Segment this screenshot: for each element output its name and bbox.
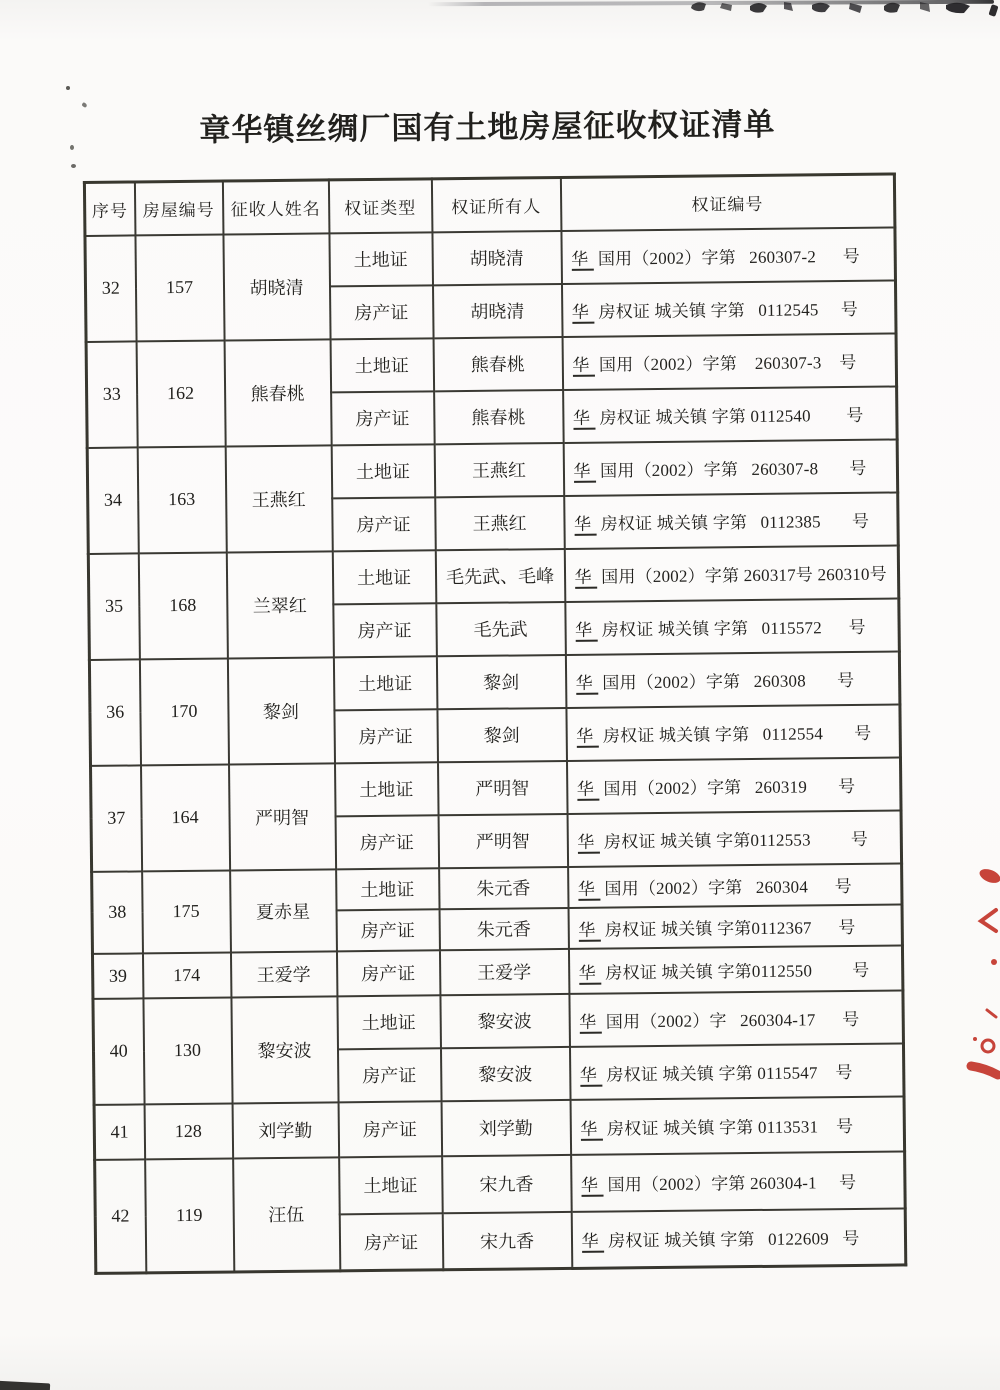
cert-no-text: 房权证 城关镇 字第0112367 号 [600,917,856,940]
cert-no-text: 国用（2002）字第 260307-2 号 [593,246,860,269]
house-no-cell: 119 [145,1158,234,1273]
owner-cell: 王爱学 [439,948,568,994]
cert-no-cell [566,757,901,813]
cert-type-cell: 房产证 [334,709,438,763]
table-row [87,439,898,500]
header-cert-no: 权证编号 [560,174,895,230]
cert-type-cell: 土地证 [334,762,438,816]
table-row [85,227,896,288]
name-cell: 汪伍 [233,1157,340,1272]
owner-cell: 宋九香 [442,1211,572,1269]
owner-cell: 严明智 [437,760,567,814]
owner-cell: 毛先武 [436,601,566,655]
name-cell: 夏赤星 [230,869,337,952]
scan-smudge-top-edge [688,0,988,15]
header-seq: 序号 [84,182,135,236]
seq-cell: 33 [86,341,137,448]
cert-type-cell: 土地证 [331,444,435,498]
name-cell: 兰翠红 [226,551,333,658]
cert-no-text: 房权证 城关镇 字第 0112554 号 [598,723,872,746]
cert-no-text: 国用（2002）字第 260317号 260310号 [596,564,888,587]
house-no-cell: 168 [138,552,227,659]
name-cell: 熊春桃 [224,339,331,446]
cert-no-cell [568,945,902,993]
owner-cell: 王燕红 [435,495,565,549]
cert-type-cell: 房产证 [332,497,436,551]
seq-cell: 42 [95,1159,146,1274]
table-row [86,333,897,394]
cert-type-cell: 房产证 [336,950,439,996]
table-row [93,990,904,1051]
cert-no-cell [562,333,897,389]
cert-no-prefix: 华 [578,920,600,941]
name-cell: 王爱学 [230,951,336,997]
cert-no-cell [561,280,896,336]
cert-type-cell: 土地证 [339,1156,443,1214]
header-name: 征收人姓名 [222,180,329,234]
house-no-cell: 162 [136,340,225,447]
cert-no-prefix: 华 [577,832,599,853]
name-cell: 严明智 [229,763,336,870]
cert-no-cell [568,863,902,907]
cert-no-text: 房权证 城关镇 字第 0112385 号 [596,511,870,534]
owner-cell: 黎安波 [440,993,570,1047]
scan-mark-bottom-left [0,1380,50,1390]
cert-no-prefix: 华 [574,567,596,588]
cert-no-text: 房权证 城关镇 字第0112553 号 [599,829,869,852]
cert-no-prefix: 华 [580,1119,602,1140]
owner-cell: 毛先武、毛峰 [435,548,565,602]
document-sheet [82,88,904,1275]
seq-cell: 35 [88,553,139,660]
house-no-cell: 164 [141,764,230,871]
house-no-cell: 175 [142,870,231,953]
cert-type-cell: 房产证 [331,391,435,445]
cert-type-cell: 房产证 [339,1213,443,1271]
cert-no-prefix: 华 [579,963,601,984]
seq-cell: 38 [92,871,143,954]
certificate-table-body [85,227,906,1273]
cert-type-cell: 房产证 [333,603,437,657]
cert-no-cell [569,1043,904,1099]
cert-no-text: 房权证 城关镇 字第 0112545 号 [593,299,859,322]
owner-cell: 黎剑 [437,707,567,761]
cert-no-text: 房权证 城关镇 字第 0115547 号 [601,1062,853,1085]
header-cert-type: 权证类型 [328,179,432,233]
cert-type-cell: 土地证 [333,656,437,710]
cert-no-text: 房权证 城关镇 字第 0115572 号 [597,617,866,640]
cert-no-cell [564,545,899,601]
cert-no-text: 房权证 城关镇 字第 0113531 号 [602,1116,854,1139]
cert-no-cell [561,227,896,283]
cert-type-cell: 房产证 [338,1101,442,1157]
cert-no-cell [565,598,900,654]
seq-cell: 36 [89,659,140,766]
cert-no-prefix: 华 [577,779,599,800]
cert-type-cell: 房产证 [337,1048,441,1102]
cert-no-prefix: 华 [579,1012,601,1033]
name-cell: 胡晓清 [223,233,330,340]
scan-mark-top-right [988,4,998,17]
cert-type-cell: 土地证 [336,868,439,910]
name-cell: 黎剑 [227,657,334,764]
house-no-cell: 157 [135,234,224,341]
cert-no-prefix: 华 [572,355,594,376]
cert-no-text: 国用（2002）字第 260319 号 [598,776,856,799]
ink-speck [70,145,74,150]
cert-no-text: 国用（2002）字第 260307-3 号 [594,352,857,375]
cert-no-cell [563,386,898,442]
cert-no-text: 国用（2002）字第 260307-8 号 [595,458,867,481]
page-title: 章华镇丝绸厂国有土地房屋征收权证清单 [199,106,776,148]
table-row [89,651,900,712]
cert-no-prefix: 华 [573,461,595,482]
cert-type-cell: 房产证 [336,909,439,951]
cert-no-prefix: 华 [572,302,594,323]
ink-speck [66,86,70,90]
cert-no-cell [563,439,898,495]
seq-cell: 37 [91,765,142,872]
certificate-table [83,172,907,1274]
cert-no-prefix: 华 [573,408,595,429]
cert-no-text: 房权证 城关镇 字第0112550 号 [600,960,870,983]
seq-cell: 34 [87,447,138,554]
cert-no-cell [568,904,902,948]
house-no-cell: 128 [144,1103,233,1159]
cert-type-cell: 房产证 [335,815,439,869]
cert-type-cell: 房产证 [330,285,434,339]
cert-no-prefix: 华 [581,1175,603,1196]
table-header [84,174,895,235]
cert-no-text: 国用（2002）字第 260308 号 [597,670,855,693]
house-no-cell: 163 [137,446,226,553]
ink-speck [71,164,76,168]
seq-cell: 32 [85,235,136,342]
owner-cell: 黎剑 [436,654,566,708]
cert-no-prefix: 华 [575,620,597,641]
owner-cell: 朱元香 [439,866,568,908]
name-cell: 刘学勤 [232,1102,339,1158]
owner-cell: 胡晓清 [432,283,562,337]
cert-no-cell [564,492,899,548]
table-row [95,1151,906,1216]
table-row [88,545,899,606]
cert-no-prefix: 华 [571,249,593,270]
cert-no-cell [571,1208,906,1268]
owner-cell: 胡晓清 [432,230,562,284]
cert-no-prefix: 华 [578,879,600,900]
owner-cell: 黎安波 [440,1046,570,1100]
owner-cell: 刘学勤 [441,1099,571,1155]
cert-no-prefix: 华 [576,726,598,747]
seq-cell: 41 [94,1104,145,1160]
house-no-cell: 170 [139,658,228,765]
red-ink-marks-right-edge [954,860,1000,1100]
cert-type-cell: 土地证 [332,550,436,604]
owner-cell: 宋九香 [442,1154,572,1212]
cert-no-text: 国用（2002）字 260304-17 号 [601,1009,860,1032]
owner-cell: 严明智 [438,813,568,867]
name-cell: 王燕红 [225,445,332,552]
name-cell: 黎安波 [231,996,338,1103]
cert-no-prefix: 华 [580,1065,602,1086]
owner-cell: 熊春桃 [433,336,563,390]
cert-type-cell: 土地证 [330,338,434,392]
owner-cell: 王燕红 [434,442,564,496]
cert-type-cell: 土地证 [329,232,433,286]
cert-no-cell [567,810,902,866]
cert-no-cell [566,704,901,760]
owner-cell: 朱元香 [439,907,568,949]
cert-no-cell [569,990,904,1046]
house-no-cell: 130 [143,997,232,1104]
cert-no-cell [571,1151,906,1211]
header-row [84,174,895,235]
cert-no-prefix: 华 [581,1232,603,1253]
cert-no-cell [565,651,900,707]
table-row [94,1096,905,1159]
header-house-no: 房屋编号 [134,181,223,235]
owner-cell: 熊春桃 [434,389,564,443]
cert-no-prefix: 华 [574,514,596,535]
table-row [91,757,902,818]
cert-no-text: 房权证 城关镇 字第 0112540 号 [594,405,864,428]
cert-no-text: 国用（2002）字第 260304 号 [599,876,853,899]
house-no-cell: 174 [142,952,230,998]
cert-no-prefix: 华 [576,673,598,694]
seq-cell: 39 [92,953,142,999]
cert-no-cell [570,1096,905,1154]
cert-type-cell: 土地证 [337,995,441,1049]
cert-no-text: 国用（2002）字第 260304-1 号 [603,1172,857,1195]
cert-no-text: 房权证 城关镇 字第 0122609 号 [603,1229,860,1251]
seq-cell: 40 [93,998,144,1105]
header-cert-owner: 权证所有人 [431,177,561,231]
